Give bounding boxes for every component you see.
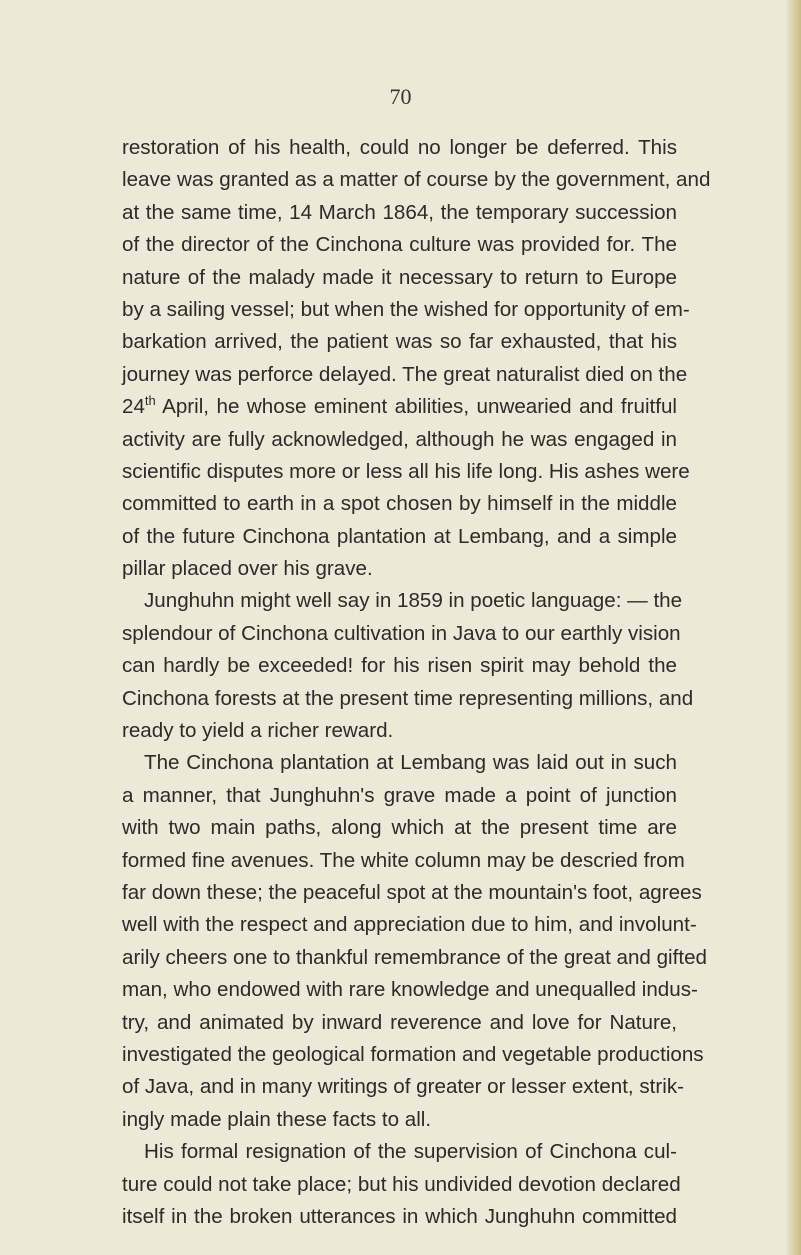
date-day: 24 (122, 395, 145, 419)
line-text: man, who endowed with rare knowledge and unequalled indus- (122, 978, 698, 1002)
text-line (122, 1071, 684, 1103)
line-text: April, he whose eminent abilities, unwearied and fruitful (155, 395, 677, 419)
line-text: splendour of Cinchona cultivation in Java to our earthly vision (122, 621, 681, 645)
text-line (122, 942, 707, 974)
text-line (122, 1104, 677, 1136)
page-edge-shadow (785, 0, 801, 1255)
text-line (122, 488, 677, 520)
line-text: activity are fully acknowledged, although he was engaged in (122, 427, 677, 451)
paragraph (122, 747, 707, 1136)
line-text: Junghuhn might well say in 1859 in poetic language: — the (144, 589, 683, 613)
body-text (122, 132, 711, 1233)
line-text: restoration of his health, could no longer be deferred. This (122, 136, 677, 159)
line-text: arily cheers one to thankful remembrance of the great and gifted (122, 945, 707, 969)
line-text: at the same time, 14 March 1864, the temporary succession (122, 200, 677, 224)
line-text: ture could not take place; but his undivided devotion declared (122, 1172, 681, 1196)
paragraph (122, 132, 711, 585)
line-text: can hardly be exceeded! for his risen spirit may behold the (122, 654, 677, 678)
line-text: a manner, that Junghuhn's grave made a point of junction (122, 783, 677, 807)
line-text: The Cinchona plantation at Lembang was laid out in such (144, 751, 677, 775)
line-text: scientific disputes more or less all his life long. His ashes were (122, 459, 690, 483)
text-line (122, 877, 702, 909)
line-text: leave was granted as a matter of course by the government, and (122, 168, 711, 192)
line-text: far down these; the peaceful spot at the mountain's foot, agrees (122, 880, 702, 904)
text-line (122, 262, 677, 294)
text-line (122, 909, 697, 941)
text-line (122, 164, 711, 196)
text-line (122, 229, 677, 261)
line-text: try, and animated by inward reverence and love for Nature, (122, 1010, 677, 1034)
text-line (122, 812, 677, 844)
paragraph (122, 1136, 681, 1233)
text-line (122, 585, 683, 617)
paragraph (122, 585, 694, 747)
text-line (122, 521, 677, 553)
text-line (122, 650, 677, 682)
text-line (122, 132, 677, 164)
line-text: of Java, and in many writings of greater or lesser extent, strik- (122, 1075, 684, 1099)
text-line (122, 1169, 681, 1201)
line-text: journey was perforce delayed. The great naturalist died on the (122, 362, 688, 386)
line-text: His formal resignation of the supervision of Cinchona cul- (144, 1140, 677, 1164)
line-text: Cinchona forests at the present time representing millions, and (122, 686, 694, 710)
text-line (122, 974, 698, 1006)
line-text: ready to yield a richer reward. (122, 719, 394, 743)
page-number: 70 (389, 84, 412, 109)
text-line (122, 683, 694, 715)
line-text: well with the respect and appreciation due to him, and involunt- (122, 913, 697, 937)
text-line (122, 197, 677, 229)
line-text: of the future Cinchona plantation at Lembang, and a simple (122, 524, 677, 548)
line-text: with two main paths, along which at the present time are (122, 816, 677, 840)
line-text: pillar placed over his grave. (122, 557, 373, 581)
ordinal-suffix: th (144, 393, 156, 409)
text-line (122, 326, 677, 358)
line-text: investigated the geological formation and vegetable productions (122, 1042, 704, 1066)
text-line (122, 747, 677, 779)
text-line (122, 715, 677, 747)
line-text: formed fine avenues. The white column may be descried from (122, 848, 685, 872)
text-line (122, 359, 688, 391)
line-text: of the director of the Cinchona culture was provided for. The (122, 233, 677, 257)
line-text: nature of the malady made it necessary to return to Europe (122, 265, 677, 289)
text-line (122, 391, 677, 423)
text-line (122, 1201, 677, 1233)
text-line (122, 456, 690, 488)
text-line (122, 1136, 677, 1168)
text-line (122, 1007, 677, 1039)
line-text: by a sailing vessel; but when the wished for opportunity of em- (122, 297, 690, 321)
text-line (122, 845, 685, 877)
line-text: committed to earth in a spot chosen by himself in the middle (122, 492, 677, 516)
text-line (122, 553, 677, 585)
text-line (122, 1039, 704, 1071)
line-text: ingly made plain these facts to all. (122, 1107, 432, 1131)
text-line (122, 424, 677, 456)
text-line (122, 780, 677, 812)
line-text: itself in the broken utterances in which Junghuhn committed (122, 1204, 677, 1228)
text-line (122, 294, 690, 326)
line-text: barkation arrived, the patient was so far exhausted, that his (122, 330, 677, 354)
text-line (122, 618, 681, 650)
